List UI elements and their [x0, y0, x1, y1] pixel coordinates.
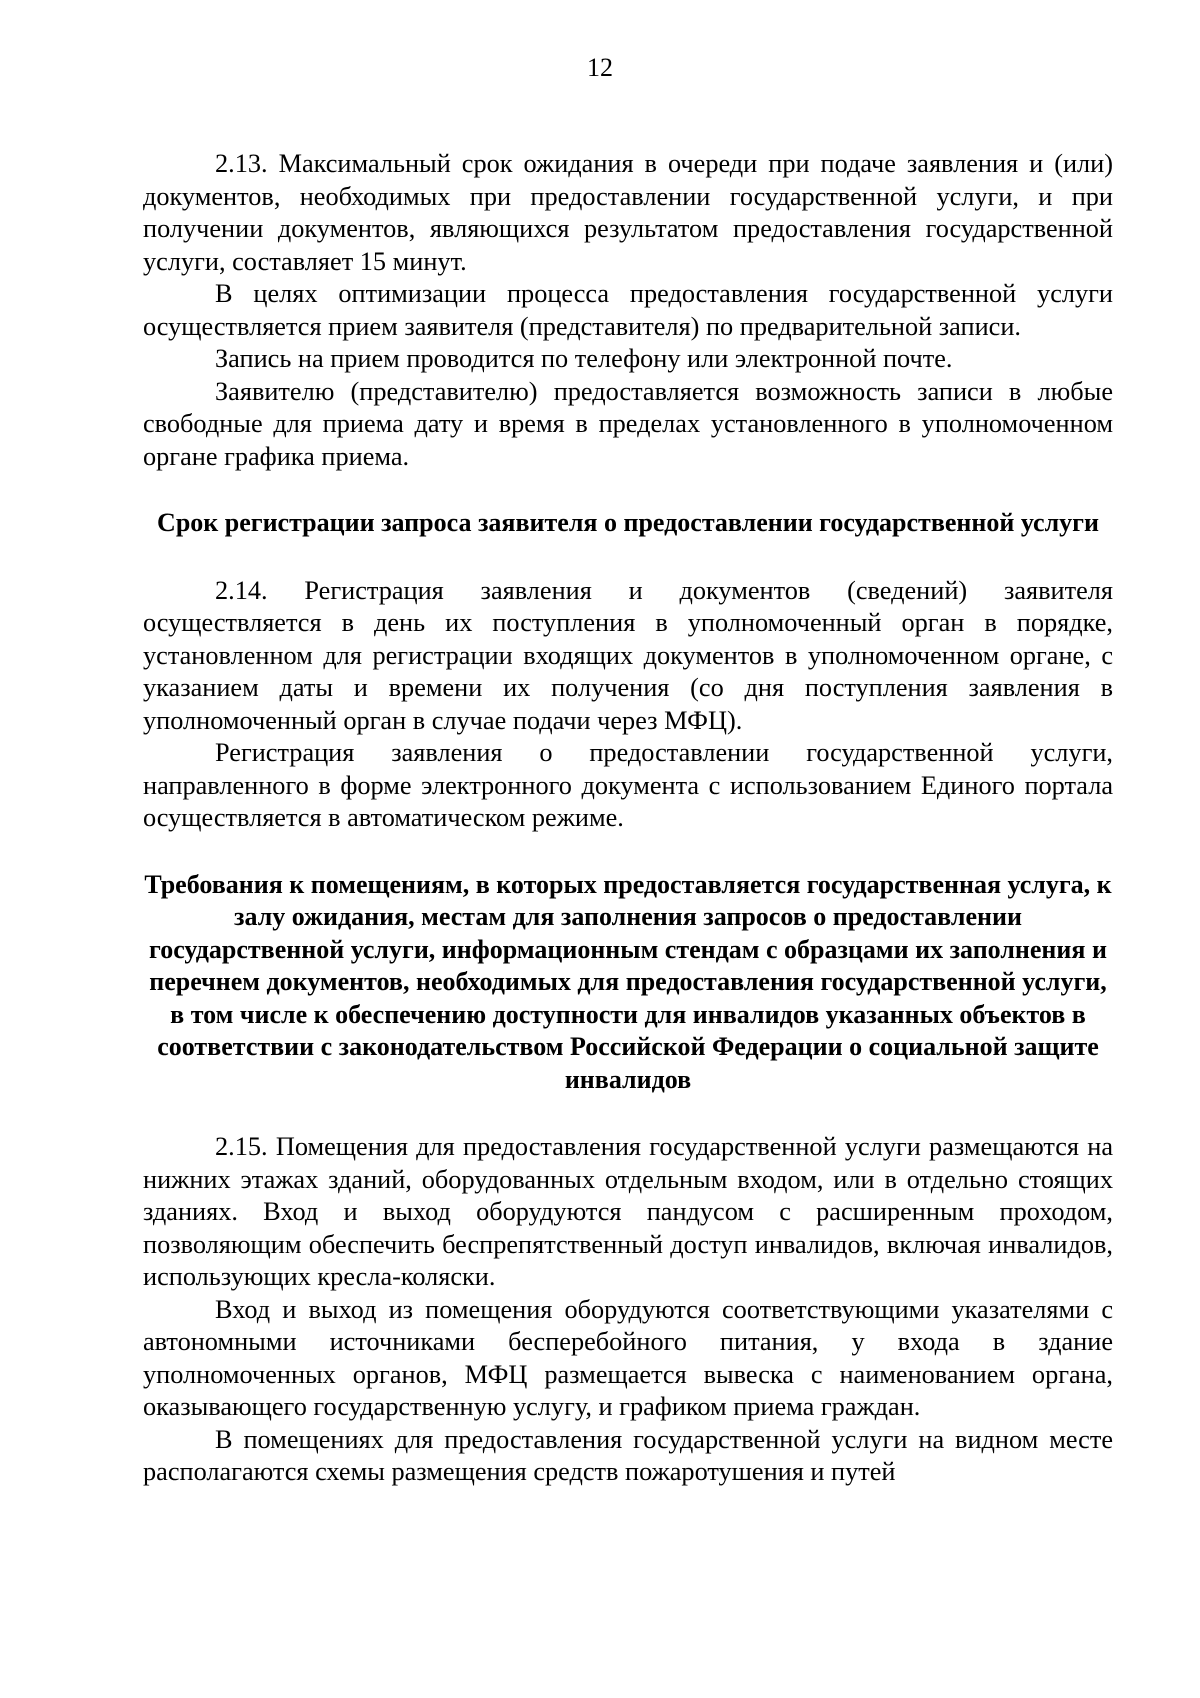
section-heading-premises: Требования к помещениям, в которых предоставляется государственная услуга, к залу ожидания, местам для заполнения запросов о предоставлении государственной услуги, информационным стендам с образцами их заполнения и перечнем документов, необходимых для предоставления государственной услуги, в том числе к обеспечению доступности для инвалидов указанных объектов в соответствии с законодательством Российской Федерации о социальной защите инвалидов: [144, 869, 1112, 1094]
paragraph: 2.13. Максимальный срок ожидания в очереди при подаче заявления и (или) документов, необходимых при предоставлении государственной услуги, и при получении документов, являющихся результатом предоставления государственной услуги, составляет 15 минут.: [143, 149, 1113, 276]
paragraph: 2.14. Регистрация заявления и документов (сведений) заявителя осуществляется в день их поступления в уполномоченный орган в порядке, установленном для регистрации входящих документов в уполномоченном органе, с указанием даты и времени их получения (со дня поступления заявления в уполномоченный орган в случае подачи через МФЦ).: [143, 575, 1113, 735]
paragraph: В целях оптимизации процесса предоставления государственной услуги осуществляется прием заявителя (представителя) по предварительной записи.: [143, 279, 1113, 341]
section-2-13: [143, 148, 1113, 473]
paragraph: Вход и выход из помещения оборудуются соответствующими указателями с автономными источниками бесперебойного питания, у входа в здание уполномоченных органов, МФЦ размещается вывеска с наименованием органа, оказывающего государственную услугу, и графиком приема граждан.: [143, 1294, 1113, 1421]
section-2-14: [143, 575, 1113, 835]
section-heading-registration: Срок регистрации запроса заявителя о предоставлении государственной услуги: [157, 508, 1099, 537]
paragraph: Регистрация заявления о предоставлении государственной услуги, направленного в форме электронного документа с использованием Единого портала осуществляется в автоматическом режиме.: [143, 738, 1113, 832]
paragraph: Запись на прием проводится по телефону или электронной почте.: [215, 344, 953, 373]
paragraph: 2.15. Помещения для предоставления государственной услуги размещаются на нижних этажах зданий, оборудованных отдельным входом, или в отдельно стоящих зданиях. Вход и выход оборудуются пандусом с расширенным проходом, позволяющим обеспечить беспрепятственный доступ инвалидов, включая инвалидов, использующих кресла-коляски.: [143, 1132, 1113, 1291]
document-body: [143, 148, 1113, 1489]
paragraph: Заявителю (представителю) предоставляется возможность записи в любые свободные для приема дату и время в пределах установленного в уполномоченном органе графика приема.: [143, 376, 1113, 471]
section-2-15: [143, 1131, 1113, 1489]
paragraph: В помещениях для предоставления государственной услуги на видном месте располагаются схемы размещения средств пожаротушения и путей: [143, 1424, 1113, 1486]
page-number: 12: [587, 53, 613, 82]
